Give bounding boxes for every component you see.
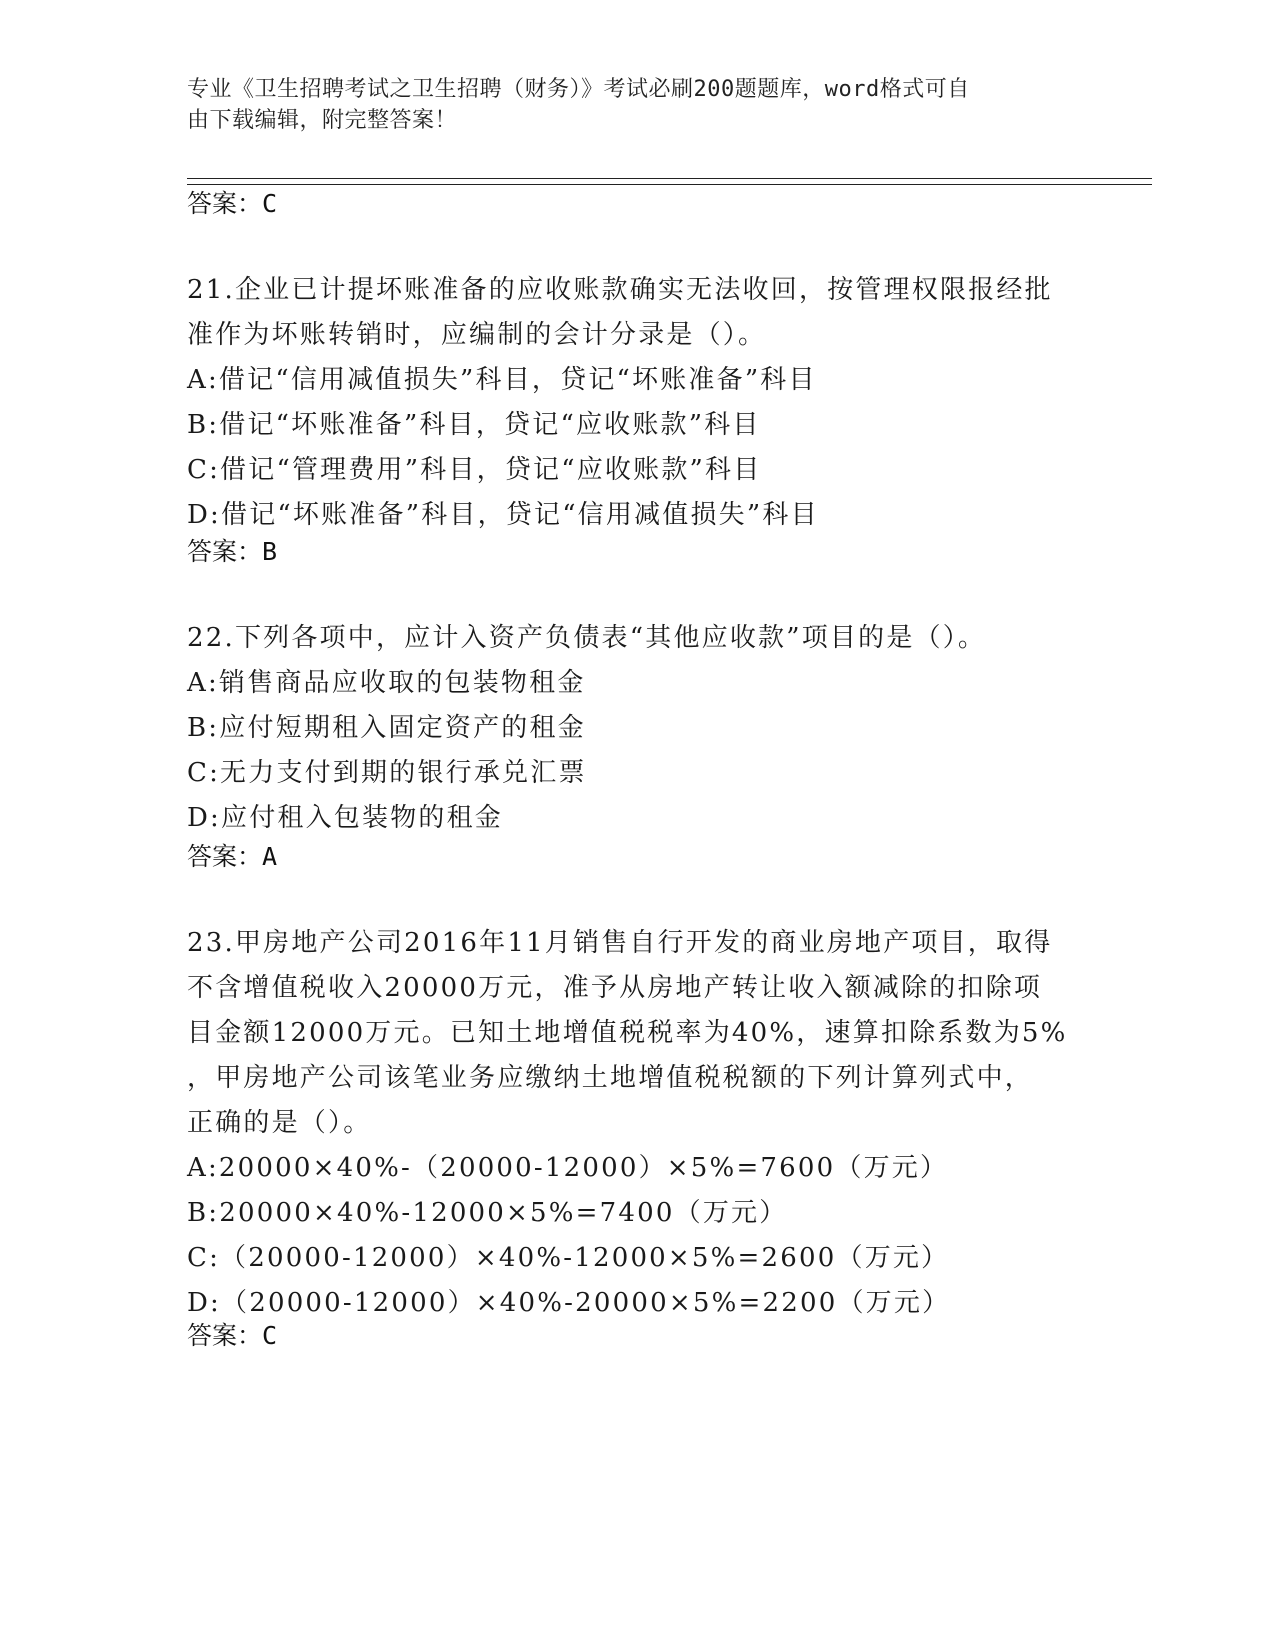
answer-label: 答案： bbox=[187, 1321, 263, 1350]
header-line: 专业《卫生招聘考试之卫生招聘（财务）》考试必刷200题题库，word格式可自 bbox=[187, 77, 970, 102]
question-21 bbox=[187, 268, 1087, 538]
stem-line: 22.下列各项中，应计入资产负债表“其他应收款”项目的是（）。 bbox=[187, 623, 987, 653]
question-stem bbox=[187, 268, 1087, 358]
option-a: A:20000×40%-（20000-12000）×5%=7600（万元） bbox=[187, 1153, 949, 1183]
option-d: D:借记“坏账准备”科目，贷记“信用减值损失”科目 bbox=[187, 500, 819, 530]
option-c: C:借记“管理费用”科目，贷记“应收账款”科目 bbox=[187, 455, 762, 485]
answer-label: 答案： bbox=[187, 842, 263, 871]
option-d: D:（20000-12000）×40%-20000×5%=2200（万元） bbox=[187, 1288, 951, 1318]
stem-line: 准作为坏账转销时，应编制的会计分录是（）。 bbox=[187, 320, 767, 350]
question-22 bbox=[187, 616, 1087, 841]
stem-line: 正确的是（）。 bbox=[187, 1108, 372, 1138]
question-stem bbox=[187, 921, 1087, 1146]
stem-line: 目金额12000万元。已知土地增值税税率为40%，速算扣除系数为5% bbox=[187, 1018, 1068, 1048]
question-stem bbox=[187, 616, 1087, 661]
stem-line: 不含增值税收入20000万元，准予从房地产转让收入额减除的扣除项 bbox=[187, 973, 1043, 1003]
header-rule-bottom bbox=[187, 184, 1152, 185]
stem-line: ，甲房地产公司该笔业务应缴纳土地增值税税额的下列计算列式中， bbox=[187, 1063, 1034, 1093]
answer-value: C bbox=[262, 1321, 278, 1350]
previous-answer bbox=[187, 188, 277, 220]
question-23 bbox=[187, 921, 1087, 1326]
stem-line: 21.企业已计提坏账准备的应收账款确实无法收回，按管理权限报经批 bbox=[187, 275, 1053, 305]
option-d: D:应付租入包装物的租金 bbox=[187, 803, 504, 833]
answer-21 bbox=[187, 536, 277, 568]
option-b: B:应付短期租入固定资产的租金 bbox=[187, 713, 586, 743]
answer-label: 答案： bbox=[187, 537, 263, 566]
answer-value: C bbox=[262, 189, 278, 218]
option-a: A:销售商品应收取的包装物租金 bbox=[187, 668, 586, 698]
header-rule-top bbox=[187, 178, 1152, 179]
header-line: 由下载编辑，附完整答案！ bbox=[187, 108, 458, 133]
answer-value: B bbox=[262, 537, 278, 566]
option-c: C:（20000-12000）×40%-12000×5%=2600（万元） bbox=[187, 1243, 950, 1273]
option-b: B:20000×40%-12000×5%=7400（万元） bbox=[187, 1198, 788, 1228]
stem-line: 23.甲房地产公司2016年11月销售自行开发的商业房地产项目，取得 bbox=[187, 928, 1053, 958]
answer-22 bbox=[187, 841, 277, 873]
answer-label: 答案： bbox=[187, 189, 263, 218]
option-c: C:无力支付到期的银行承兑汇票 bbox=[187, 758, 587, 788]
answer-23 bbox=[187, 1320, 277, 1352]
document-header bbox=[187, 74, 1067, 136]
answer-value: A bbox=[262, 842, 278, 871]
option-a: A:借记“信用减值损失”科目，贷记“坏账准备”科目 bbox=[187, 365, 817, 395]
option-b: B:借记“坏账准备”科目，贷记“应收账款”科目 bbox=[187, 410, 761, 440]
